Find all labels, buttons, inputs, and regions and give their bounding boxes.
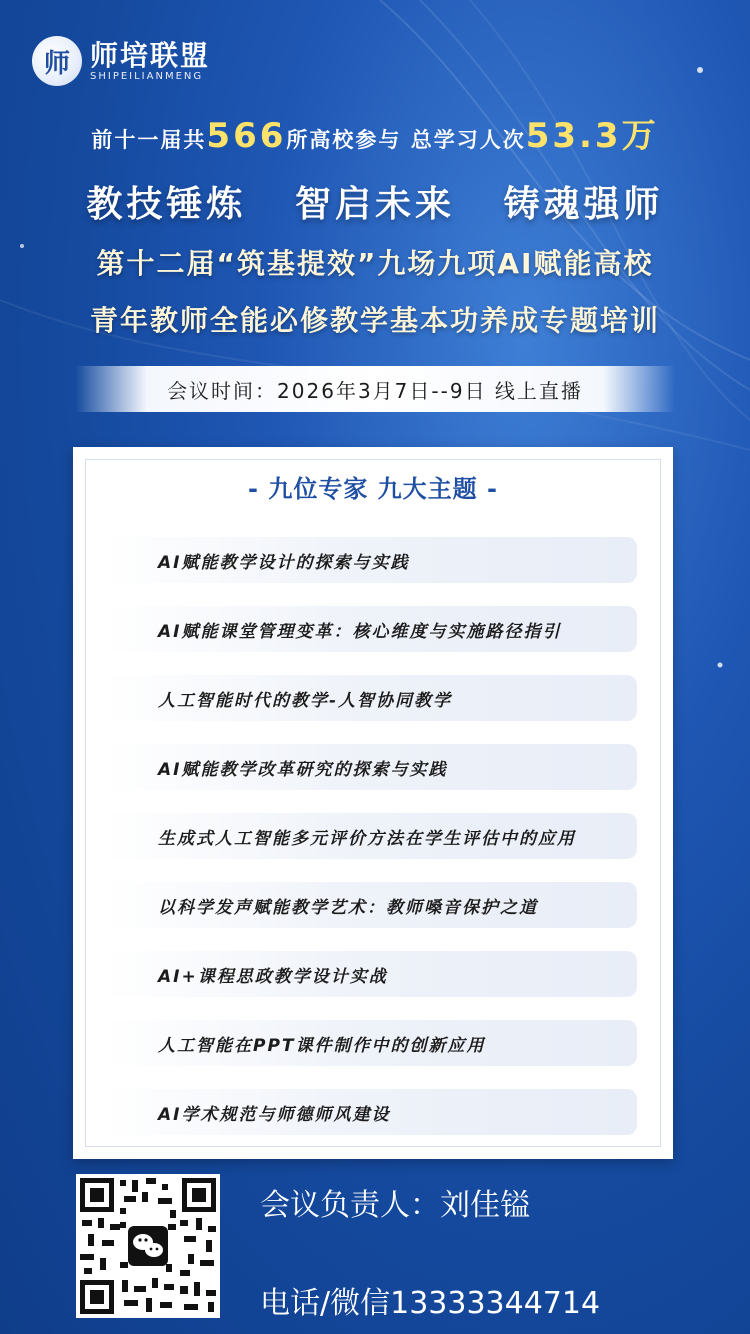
logo-mark-icon: 师 xyxy=(32,36,82,86)
list-item xyxy=(104,606,637,652)
topic-label: 人工智能时代的教学-人智协同教学 xyxy=(158,690,453,711)
topics-panel xyxy=(73,447,673,1159)
crescent-icon xyxy=(118,1034,136,1052)
list-item xyxy=(104,744,637,790)
topic-label: 人工智能在PPT课件制作中的创新应用 xyxy=(158,1035,486,1056)
stats-learners: 53.3万 xyxy=(525,116,659,156)
list-item xyxy=(104,1020,637,1066)
list-item xyxy=(104,537,637,583)
slogan-1: 教技锤炼 xyxy=(86,184,247,225)
topic-label: AI学术规范与师德师风建设 xyxy=(158,1104,391,1125)
list-item xyxy=(104,951,637,997)
list-item xyxy=(104,1089,637,1135)
crescent-icon xyxy=(118,689,136,707)
crescent-icon xyxy=(118,827,136,845)
crescent-icon xyxy=(118,551,136,569)
topics-panel-title: - 九位专家 九大主题 - xyxy=(248,475,498,503)
topic-label: AI赋能教学改革研究的探索与实践 xyxy=(158,759,448,780)
list-item xyxy=(104,675,637,721)
logo-text xyxy=(90,38,211,82)
brand-name-en: SHIPEILIANMENG xyxy=(90,70,204,82)
topic-label: AI+课程思政教学设计实战 xyxy=(158,966,388,987)
contact-person: 会议负责人：刘佳镒 xyxy=(260,1188,530,1223)
qr-pattern xyxy=(76,1174,220,1318)
stats-schools: 566 xyxy=(206,116,287,156)
topic-label: 以科学发声赋能教学艺术：教师嗓音保护之道 xyxy=(158,897,538,918)
topic-label: AI赋能教学设计的探索与实践 xyxy=(158,552,410,573)
brand-logo xyxy=(32,36,210,86)
headline-line-2: 青年教师全能必修教学基本功养成专题培训 xyxy=(89,304,660,337)
crescent-icon xyxy=(118,1103,136,1121)
topic-label: 生成式人工智能多元评价方法在学生评估中的应用 xyxy=(158,828,576,849)
headline-line-1: 第十二届“筑基提效”九场九项AI赋能高校 xyxy=(96,247,654,280)
stats-prefix: 前十一届共 xyxy=(91,128,207,152)
meeting-time-text: 会议时间：2026年3月7日--9日 线上直播 xyxy=(167,378,583,403)
crescent-icon xyxy=(118,758,136,776)
crescent-icon xyxy=(118,620,136,638)
list-item xyxy=(104,813,637,859)
meeting-time-bar xyxy=(75,366,675,412)
crescent-icon xyxy=(118,896,136,914)
brand-name-cn: 师培联盟 xyxy=(90,38,211,72)
contact-phone: 电话/微信13333344714 xyxy=(260,1286,601,1321)
slogan-3: 铸魂强师 xyxy=(503,184,664,225)
slogan-2: 智启未来 xyxy=(294,184,455,225)
topic-label: AI赋能课堂管理变革：核心维度与实施路径指引 xyxy=(158,621,562,642)
crescent-icon xyxy=(118,965,136,983)
slogan-line xyxy=(0,176,750,227)
stats-line xyxy=(0,108,750,157)
stats-middle: 所高校参与 总学习人次 xyxy=(286,128,526,152)
wechat-qr-code xyxy=(76,1174,220,1318)
list-item xyxy=(104,882,637,928)
